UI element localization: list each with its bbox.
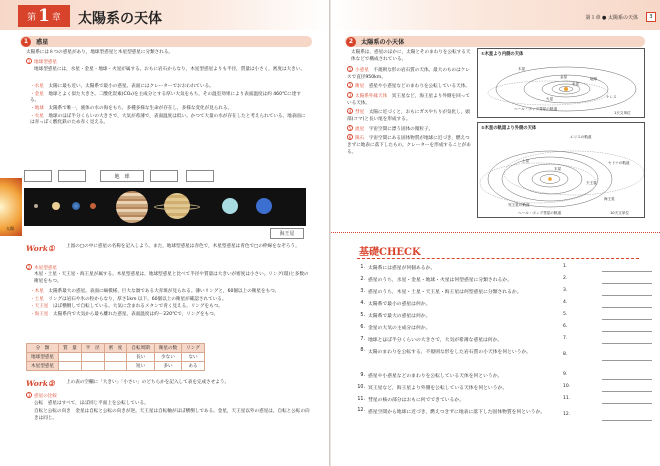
section-bar-small-bodies bbox=[345, 36, 645, 47]
jovian-text: 木星・土星・天王星・海王星が属する。木星型惑星は，地球型惑星と比べて半径や質量は大きいが密度は小さい。リング(環)と多数の衛星をもつ。 bbox=[34, 272, 309, 284]
question-row: 7. 地球とほぼ半分くらいの大きさで，大気が希薄な惑星は何か。 bbox=[360, 337, 503, 343]
section-title: 惑星 bbox=[36, 39, 49, 46]
planet-box-earth: 地 球 bbox=[100, 170, 144, 182]
terrestrial-text: 地球型惑星には，水星・金星・地球・火星が属する。おもに岩石からなり，木星型惑星よりも半径，質量は小さく，密度は大きい。 bbox=[34, 67, 305, 72]
subheading-terrestrial bbox=[26, 58, 310, 67]
uranus-image bbox=[222, 198, 238, 214]
chapter-number: 1 bbox=[38, 6, 50, 26]
check-title: 基礎CHECK bbox=[359, 247, 421, 258]
subheading-text: 地球型惑星 bbox=[34, 60, 57, 65]
question-row: 3. 惑星のうち，木星・土星・天王星・海王星は何型惑星に分類されるか。 bbox=[360, 289, 522, 295]
earth-image bbox=[72, 202, 80, 210]
work-1-text: 上図の□の中に惑星の名称を記入しよう。また，地球型惑星は赤色で，木星型惑星は青色で□の枠線をなぞろう。 bbox=[66, 244, 300, 249]
chapter-badge bbox=[18, 5, 70, 27]
section-number: 2 bbox=[346, 37, 356, 47]
diagram-title: ①木星より内側の天体 bbox=[481, 52, 524, 57]
list-item: ・水星 太陽に最も近い。太陽系で最小の惑星。表面にはクレーターでおおわれている。 bbox=[30, 84, 214, 89]
answer-number: 5. bbox=[563, 312, 568, 317]
question-row: 8. 太陽のまわりを公転する，不規則な形をした岩石質の小天体を何というか。 bbox=[360, 348, 532, 355]
work-1-label: Work① bbox=[26, 244, 55, 253]
inner-solar-system-diagram: ①木星より内側の天体 水星 金星 地球 火星 木星 ケレス ヘール・ボップ彗星の軌道 1天文単位 bbox=[477, 48, 645, 118]
table-blank-cell[interactable] bbox=[104, 353, 127, 362]
list-item: 6 隕石 宇宙空間にある固体物質が地球に近づき，燃えつきずに地表に落下したもの。クレーターを形成することがある。 bbox=[347, 135, 471, 155]
table-row: 木星型惑星 短い 多い ある bbox=[27, 362, 205, 371]
list-item: ・土星 リングは岩石や氷の粒からなり，厚さ1km 以下。60個以上の衛星が確認されている。 bbox=[30, 296, 227, 302]
running-header-label: 第１章 ● 太陽系の天体 bbox=[585, 15, 638, 21]
inner-orbits-svg bbox=[478, 49, 646, 119]
answer-number: 9. bbox=[563, 372, 568, 377]
intro-text: 太陽系には８つの惑星があり，地球型惑星と木星型惑星に分類される。 bbox=[26, 50, 174, 55]
table-blank-cell[interactable] bbox=[58, 353, 81, 362]
subheading-text: 木星型惑星 bbox=[34, 266, 57, 271]
check-rule bbox=[357, 258, 639, 259]
outer-orbits-svg bbox=[478, 123, 646, 219]
question-row: 11. 彗星の核の部分はおもに何でできているか。 bbox=[357, 397, 464, 403]
planet-blank-box[interactable] bbox=[24, 170, 52, 182]
question-row: 10. 冥王星など，海王星より外側を公転している天体を何というか。 bbox=[357, 385, 508, 391]
answer-number: 12. bbox=[563, 412, 571, 417]
jupiter-image bbox=[116, 191, 148, 223]
list-item: ・火星 地球のほぼ半分くらいの大きさで，大気が希薄で，表面温度は低い。かつて大量の水が存在したと考えられている。地表面には赤っぽく酸化鉄のため赤く見える。 bbox=[30, 113, 306, 126]
subheading-compare bbox=[26, 392, 310, 401]
terrestrial-list bbox=[30, 84, 310, 127]
planet-blank-box[interactable] bbox=[186, 170, 214, 182]
table-blank-cell[interactable] bbox=[104, 362, 127, 371]
planet-box-neptune: 海王星 bbox=[270, 228, 304, 239]
list-item: 3 太陽系外縁天体 冥王星など，海王星より外側を回っている天体。 bbox=[347, 92, 470, 106]
table-row: 地球型惑星 長い 少ない ない bbox=[27, 353, 205, 362]
page-number: 3 bbox=[646, 12, 656, 22]
small-bodies-intro: 太陽系は，惑星のほかに，太陽とそのまわりを公転する天体などで構成されている。 bbox=[351, 50, 471, 62]
answer-number: 10. bbox=[563, 384, 571, 389]
list-item: ・地球 太陽系で唯一，液体の水の海をもち，多種多様な生命が存在し，多様な変化が見られる。 bbox=[30, 105, 233, 111]
running-header bbox=[331, 0, 660, 30]
answer-number: 4. bbox=[563, 300, 568, 305]
answer-number: 2. bbox=[563, 276, 568, 281]
answer-number: 6. bbox=[563, 324, 568, 329]
planet-blank-box[interactable] bbox=[150, 170, 178, 182]
section-divider bbox=[331, 232, 660, 233]
planet-label-boxes bbox=[24, 170, 306, 184]
list-item: ・金星 地球とよく似た大きさ。二酸化炭素(CO₂)を主成分とする厚い大気をもち，その温室効果により表面温度は約 460℃に達する。 bbox=[30, 91, 301, 104]
list-item: 2 衛星 惑星や小惑星などのまわりを公転している天体。 bbox=[348, 83, 470, 90]
list-item: 5 流星 宇宙空間に漂う固体の微粒子。 bbox=[348, 125, 434, 132]
saturn-ring bbox=[154, 204, 200, 210]
jovian-list bbox=[30, 289, 310, 319]
list-item: ・木星 太陽系最大の惑星。表面に縞模様，巨大な渦である大赤斑が見られる。薄いリングと，60個以上の衛星をもつ。 bbox=[30, 289, 280, 294]
table-header-row: 分 類 質 量 半 径 密 度 自転周期 衛星の数 リング bbox=[27, 344, 205, 353]
answer-number: 3. bbox=[563, 288, 568, 293]
list-item: ・天王星 ほぼ横倒しで自転している。大気に含まれるメタンで青く見える。リングをもつ。 bbox=[30, 304, 223, 310]
answer-number: 8. bbox=[563, 352, 568, 357]
answer-number: 11. bbox=[563, 396, 571, 401]
list-item: ・海王星 太陽系内で大気から最も離れた惑星。表面温度は約－220℃で，リングをもつ。 bbox=[30, 311, 219, 317]
answer-number: 7. bbox=[563, 336, 568, 341]
venus-image bbox=[52, 202, 60, 210]
outer-solar-system-diagram: ②木星の軌道より外側の天体 エリスの軌道 土星 木星 天王星 セドナの軌道 海王星 冥王星の軌道 ヘール・ボップ彗星の軌道 10天文単位 bbox=[477, 122, 645, 218]
work-2-text: 上の表の空欄に「大きい」「小さい」のどちらかを記入して表を完成させよう。 bbox=[66, 380, 230, 385]
chapter-header bbox=[0, 0, 330, 30]
answer-number: 1. bbox=[563, 264, 568, 269]
work-2-label: Work② bbox=[26, 379, 55, 388]
table-blank-cell[interactable] bbox=[81, 362, 104, 371]
chapter-prefix: 第 bbox=[27, 12, 37, 23]
question-row: 12. 惑星空間から地球に近づき，燃えつきずに地表に落下した固体物質を何というか。 bbox=[357, 408, 546, 415]
sun-label: 太陽 bbox=[6, 226, 14, 231]
question-row: 1. 太陽系には惑星が何個あるか。 bbox=[360, 265, 436, 271]
neptune-image bbox=[256, 198, 272, 214]
section-title: 太陽系の小天体 bbox=[361, 39, 405, 46]
right-page bbox=[331, 0, 660, 466]
compare-revolution: 公転 惑星はすべて，ほぼ同じ平面上を公転している。 bbox=[34, 401, 149, 406]
question-row: 4. 太陽系で最小の惑星は何か。 bbox=[360, 301, 431, 307]
question-row: 5. 太陽系で最大の惑星は何か。 bbox=[360, 313, 431, 319]
chapter-title: 太陽系の天体 bbox=[78, 11, 162, 27]
section-number: 1 bbox=[21, 37, 31, 47]
table-blank-cell[interactable] bbox=[58, 362, 81, 371]
planet-strip bbox=[24, 188, 306, 226]
subheading-text: 惑星の比較 bbox=[34, 394, 57, 399]
mars-image bbox=[90, 203, 96, 209]
sub-marker: 3 bbox=[27, 393, 31, 398]
list-item: 1 小惑星 不規則な形の岩石質の天体。最大のものはケレスで直径950km。 bbox=[347, 67, 470, 80]
question-row: 9. 惑星や小惑星などのまわりを公転している天体を何というか。 bbox=[360, 373, 503, 379]
sub-marker: 1 bbox=[27, 59, 31, 64]
compare-rotation: 自転と公転の向き 金星は自転と公転の向きが逆。天王星は自転軸がほぼ横倒しである。金星，天王星以外の惑星は，自転と公転の向きは同じ。 bbox=[34, 409, 310, 421]
planet-blank-box[interactable] bbox=[58, 170, 86, 182]
section-bar-planets bbox=[20, 36, 312, 47]
question-row: 6. 金星の大気の主成分は何か。 bbox=[360, 325, 431, 331]
list-item: 4 彗星 太陽に近づくと，おもにガスやちりが気化し，頭部(コマ)と長い尾を形成する。 bbox=[347, 109, 470, 122]
question-row: 2. 惑星のうち，水星・金星・地球・火星は何型惑星に分類されるか。 bbox=[360, 277, 512, 283]
small-bodies-list bbox=[347, 66, 473, 156]
table-blank-cell[interactable] bbox=[81, 353, 104, 362]
diagram-title: ②木星の軌道より外側の天体 bbox=[481, 126, 537, 131]
planet-comparison-table bbox=[26, 343, 205, 371]
sub-marker: 2 bbox=[27, 265, 31, 270]
chapter-suffix: 章 bbox=[51, 12, 61, 23]
mercury-image bbox=[34, 204, 38, 208]
